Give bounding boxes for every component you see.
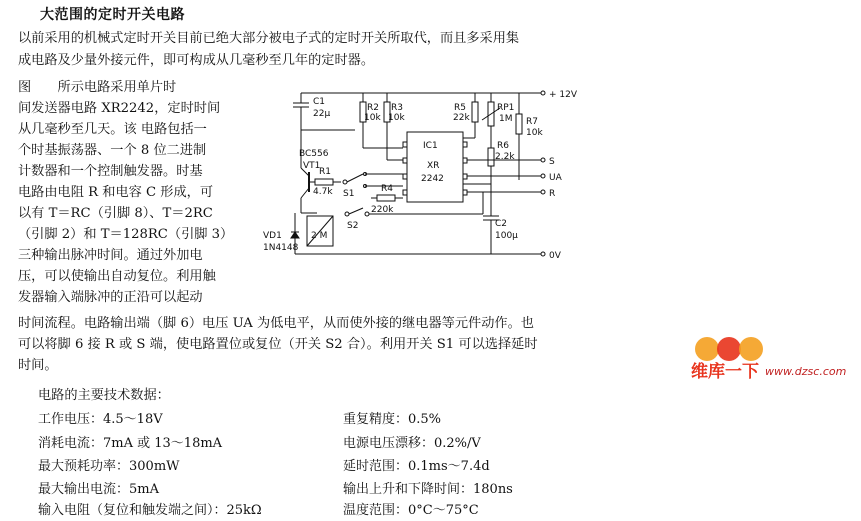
r2-label: R2 (367, 103, 379, 113)
r4-value: 220k (371, 205, 394, 215)
spec-left-4: 最大输出电流：5mA (38, 482, 159, 497)
circuit-diagram (263, 88, 595, 261)
r2-value: 10k (364, 113, 381, 123)
body-line-3: 从几毫秒至几天。该 电路包括一 (18, 122, 207, 137)
intro-line-1: 以前采用的机械式定时开关目前已绝大部分被电子式的定时开关所取代，而且多采用集 (18, 31, 520, 46)
spec-right-2: 电源电压漂移：0.2%/V (343, 436, 481, 451)
c2-label: C2 (495, 219, 508, 229)
vd1-diode (291, 232, 299, 238)
spec-left-3: 最大预耗功率：300mW (38, 459, 180, 474)
body-line-5: 计数器和一个控制触发器。时基 (18, 164, 203, 179)
watermark-brand: 维库一下 (691, 362, 759, 382)
c2-value: 100μ (495, 231, 518, 241)
spec-right-1: 重复精度：0.5% (343, 412, 442, 427)
body-line-2: 间发送器电路 XR2242，定时时间 (18, 101, 221, 116)
c1-value: 22μ (313, 109, 331, 119)
s1-switch (347, 174, 363, 182)
body-line-12: 时间流程。电路输出端（脚 6）电压 UA 为低电平，从而使外接的继电器等元件动作。也 (18, 316, 534, 331)
r7-value: 10k (526, 128, 543, 138)
spec-right-3: 延时范围：0.1ms～7.4d (343, 459, 490, 474)
spec-left-5: 输入电阻（复位和触发端之间）：25kΩ (38, 503, 262, 518)
intro-line-2: 成电路及少量外接元件，即可构成从几毫秒至几年的定时器。 (18, 53, 375, 68)
plus12-terminal (541, 91, 545, 95)
s1-label: S1 (343, 189, 355, 199)
spec-left-1: 工作电压：4.5～18V (38, 412, 163, 427)
body-line-1: 图 所示电路采用单片时 (18, 80, 177, 95)
r5-label: R5 (454, 103, 466, 113)
diode-type-label: 1N4148 (263, 243, 299, 253)
r1-resistor (315, 179, 333, 185)
relay-label: 2 M (311, 231, 328, 241)
body-line-14: 时间。 (18, 358, 58, 373)
body-line-9: 三种输出脉冲时间。通过外加电 (18, 248, 203, 263)
r1-label: R1 (319, 167, 331, 177)
ic1-label: IC1 (423, 141, 438, 151)
r4-resistor (377, 195, 395, 201)
s-terminal-label: S (549, 157, 555, 167)
spec-right-4: 输出上升和下降时间：180ns (343, 482, 513, 497)
r5-resistor (472, 102, 478, 122)
s-terminal (541, 158, 545, 162)
spec-left-2: 消耗电流：7mA 或 13～18mA (38, 436, 223, 451)
r3-label: R3 (391, 103, 403, 113)
r6-label: R6 (497, 141, 509, 151)
c1-label: C1 (313, 97, 326, 107)
body-line-8: （引脚 2）和 T＝128RC（引脚 3） (18, 227, 234, 242)
r-terminal (541, 190, 545, 194)
r6-value: 2.2k (495, 152, 515, 162)
r7-label: R7 (526, 117, 538, 127)
r7-resistor (516, 114, 522, 134)
zero-volt-label: 0V (549, 251, 561, 261)
r1-value: 4.7k (313, 187, 333, 197)
watermark-logo (681, 335, 861, 385)
body-line-4: 个时基振荡器、一个 8 位二进制 (18, 143, 207, 158)
spec-right-5: 温度范围：0°C～75°C (343, 503, 479, 518)
ic1-number: 2242 (421, 174, 444, 184)
watermark-url: www.dzsc.com (765, 365, 847, 378)
rp1-value: 1M (499, 114, 513, 124)
r5-value: 22k (453, 113, 470, 123)
watermark (398, 247, 847, 382)
body-line-10: 压，可以使输出自动复位。利用触 (18, 269, 216, 284)
r4-label: R4 (381, 184, 393, 194)
s2-switch (349, 208, 363, 214)
specs-title: 电路的主要技术数据： (38, 388, 170, 403)
bc556-label: BC556 (299, 149, 329, 159)
page-title: 大范围的定时开关电路 (40, 7, 185, 23)
r-terminal-label: R (549, 189, 556, 199)
body-line-13: 可以将脚 6 接 R 或 S 端，使电路置位或复位（开关 S2 合）。利用开关 S1 可以选择延时 (18, 337, 538, 352)
ua-terminal (541, 174, 545, 178)
rp1-label: RP1 (497, 103, 515, 113)
body-line-7: 以有 T＝RC（引脚 8）、T＝2RC (18, 206, 213, 221)
r3-value: 10k (388, 113, 405, 123)
body-line-11: 发器输入端脉冲的正沿可以起动 (18, 290, 203, 305)
r6-resistor (488, 148, 494, 166)
ua-terminal-label: UA (549, 173, 562, 183)
vd1-label: VD1 (263, 231, 282, 241)
plus12-label: + 12V (549, 90, 578, 100)
vt1-label: VT1 (303, 161, 321, 171)
s2-label: S2 (347, 221, 359, 231)
body-line-6: 电路由电阻 R 和电容 C 形成，可 (18, 185, 214, 200)
ic1-xr: XR (427, 161, 440, 171)
